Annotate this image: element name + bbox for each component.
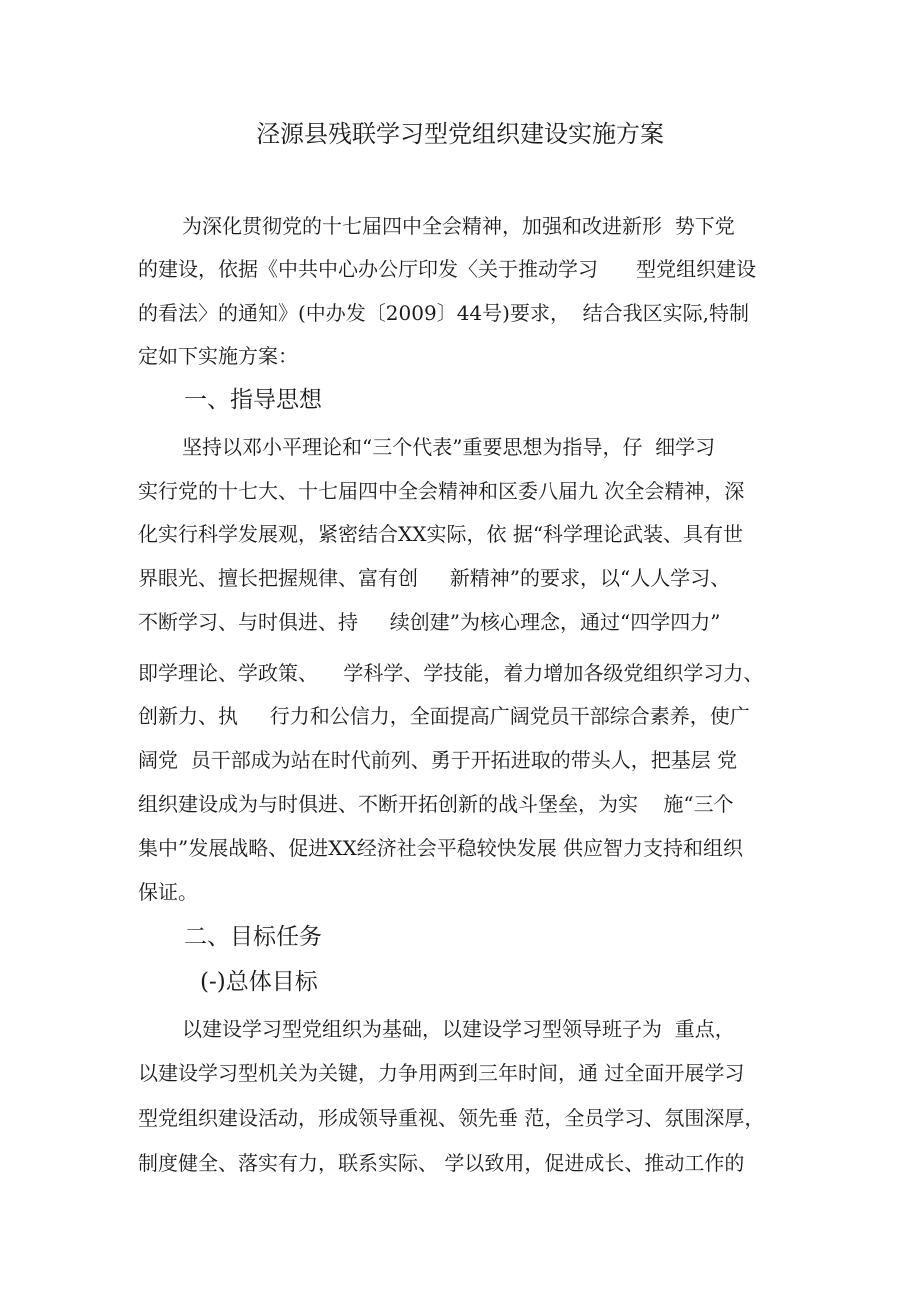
- paragraph-line: 不断学习、与时俱进、持 续创建”为核心理念，通过“四学四力”: [138, 610, 721, 634]
- paragraph-line: 以建设学习型党组织为基础，以建设学习型领导班子为 重点，: [182, 1017, 735, 1041]
- paragraph-line: 集中”发展战略、促进XX经济社会平稳较快发展 供应智力支持和组织: [138, 836, 744, 860]
- paragraph-line: 创新力、执 行力和公信力，全面提高广阔党员干部综合素养，使广: [138, 704, 750, 728]
- paragraph-line: 即学理论、学政策、 学科学、学技能，着力增加各级党组织学习力、: [138, 661, 764, 685]
- paragraph-line: 组织建设成为与时俱进、不断开拓创新的战斗堡垒，为实 施“三个: [138, 792, 734, 816]
- intro-line: 定如下实施方案：: [138, 344, 298, 368]
- subheading-overall-goal: (-)总体目标: [200, 969, 318, 995]
- section-heading-goals-tasks: 二、目标任务: [184, 924, 322, 950]
- paragraph-line: 化实行科学发展观，紧密结合XX实际，依 据“科学理论武装、具有世: [138, 522, 744, 546]
- paragraph-line: 坚持以邓小平理论和“三个代表”重要思想为指导，仔 细学习: [182, 435, 716, 459]
- document-title: 泾源县残联学习型党组织建设实施方案: [256, 120, 664, 148]
- intro-line: 的建设，依据《中共中心办公厅印发〈关于推动学习 型党组织建设: [138, 257, 757, 281]
- paragraph-line: 以建设学习型机关为关键，力争用两到三年时间，通 过全面开展学习: [138, 1061, 745, 1085]
- paragraph-line: 界眼光、擅长把握规律、富有创 新精神”的要求，以“人人学习、: [138, 566, 731, 590]
- paragraph-line: 型党组织建设活动，形成领导重视、领先垂 范，全员学习、氛围深厚，: [138, 1106, 765, 1130]
- intro-line: 为深化贯彻党的十七届四中全会精神，加强和改进新形 势下党: [182, 214, 735, 238]
- paragraph-line: 保证。: [138, 880, 198, 904]
- paragraph-line: 实行党的十七大、十七届四中全会精神和区委八届九 次全会精神，深: [138, 479, 745, 503]
- paragraph-line: 阔党 员干部成为站在时代前列、勇于开拓进取的带头人，把基层 党: [138, 748, 738, 772]
- section-heading-guiding-thought: 一、指导思想: [184, 387, 322, 413]
- intro-line: 的看法〉的通知》(中办发〔2009〕44号)要求， 结合我区实际,特制: [138, 301, 750, 325]
- paragraph-line: 制度健全、落实有力，联系实际、 学以致用，促进成长、推动工作的: [138, 1151, 745, 1175]
